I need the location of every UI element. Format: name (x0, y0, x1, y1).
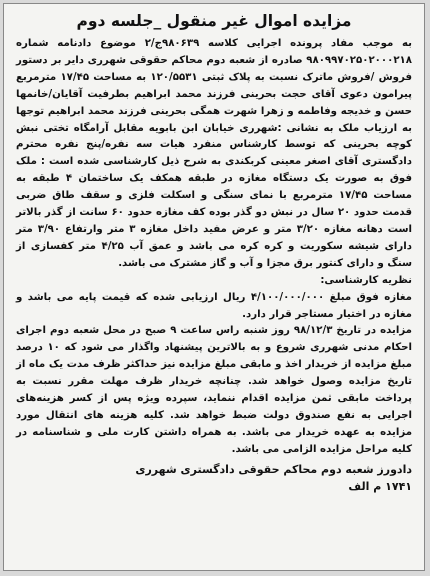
paragraph-expert-heading: نظریه کارشناسی: (320, 274, 412, 286)
notice-page (3, 3, 425, 571)
signature-line: دادورز شعبه دوم محاکم حقوقی دادگستری شهرری (135, 462, 412, 476)
reference-number: ۱۷۴۱ م الف (348, 479, 412, 493)
paragraph-auction-terms: مزایده در تاریخ ۹۸/۱۲/۳ روز شنبه راس ساعت ۹ صبح در محل شعبه دوم اجرای احکام مدنی شهرری شروع و به بالاترین پیشنهاد واگذار می شود که ۱۰ درصد مبلغ مزایده از خریدار اخذ و مابقی مبلغ مزایده نیز حداکثر ظرف مدت یک ماه از تاریخ مزایده وصول خواهد شد. چنانچه خریدار ظرف مهلت مقرر نسبت به پرداخت مابقی ثمن مزایده اقدام ننماید، سپرده ویژه پس از کسر هزینه‌های اجرایی به نفع صندوق دولت ضبط خواهد شد. کلیه هزینه های انتقال مورد مزایده به عهده خریدار می باشد. به همراه داشتن کارت ملی و شناسنامه در کلیه مراحل مزایده الزامی می باشد. (16, 325, 412, 455)
notice-body (4, 36, 424, 459)
paragraph-valuation: مغازه فوق مبلغ ۴/۱۰۰/۰۰۰/۰۰۰ ریال ارزیابی شده که قیمت پایه می باشد و مغازه در اختیار مستاجر قرار دارد. (16, 291, 412, 320)
notice-footer (4, 461, 424, 495)
notice-title: مزایده اموال غیر منقول _جلسه دوم (76, 12, 352, 30)
paragraph-main: به موجب مفاد پرونده اجرایی کلاسه ۹۸۰۶۳۹ج/۲ موضوع دادنامه شماره ۹۸۰۹۹۷۰۲۵۰۲۰۰۰۲۱۸ صادره از شعبه دوم محاکم حقوقی شهرری دایر بر دستور فروش /فروش ماترک نسبت به پلاک ثبتی ۱۲۰/۵۵۳۱ به مساحت ۱۷/۴۵ مترمربع پیرامون دعوی آقای حجت بحرینی فرزند محمد ابراهیم بطرفیت آقایان/خانمها حسن و خدیجه وفاطمه و زهرا شهرت همگی بحرینی فرزند محمد ابراهیم توجها به ارزیاب ملک به نشانی :شهرری خیابان ابن بابویه مقابل آرامگاه تختی نبش کوچه بحرینی که توسط کارشناس منفرد هیات سه نفره/پنج نفره محترم دادگستری آقای اصغر معینی کربکندی به شرح ذیل کارشناسی شده است : ملک فوق به صورت یک دستگاه مغازه در طبقه همکف یک ساختمان ۴ طبقه به مساحت ۱۷/۴۵ مترمربع با نمای سنگی و اسکلت فلزی و سقف طاق ضربی قدمت حدود ۲۰ سال در نبش دو گذر بوده کف مغازه حدود ۶۰ سانت از گذر بالاتر است دهانه مغازه ۳/۲۰ متر و عرض مفید داخل مغازه ۳ متر وارتفاع ۳/۹۰ متر دارای شیشه سکوریت و کره کره می باشد و عمق آب ۴/۲۵ متر کفسازی از سنگ و دارای کنتور برق مجزا و آب و گاز مشترک می باشد. (16, 38, 413, 269)
